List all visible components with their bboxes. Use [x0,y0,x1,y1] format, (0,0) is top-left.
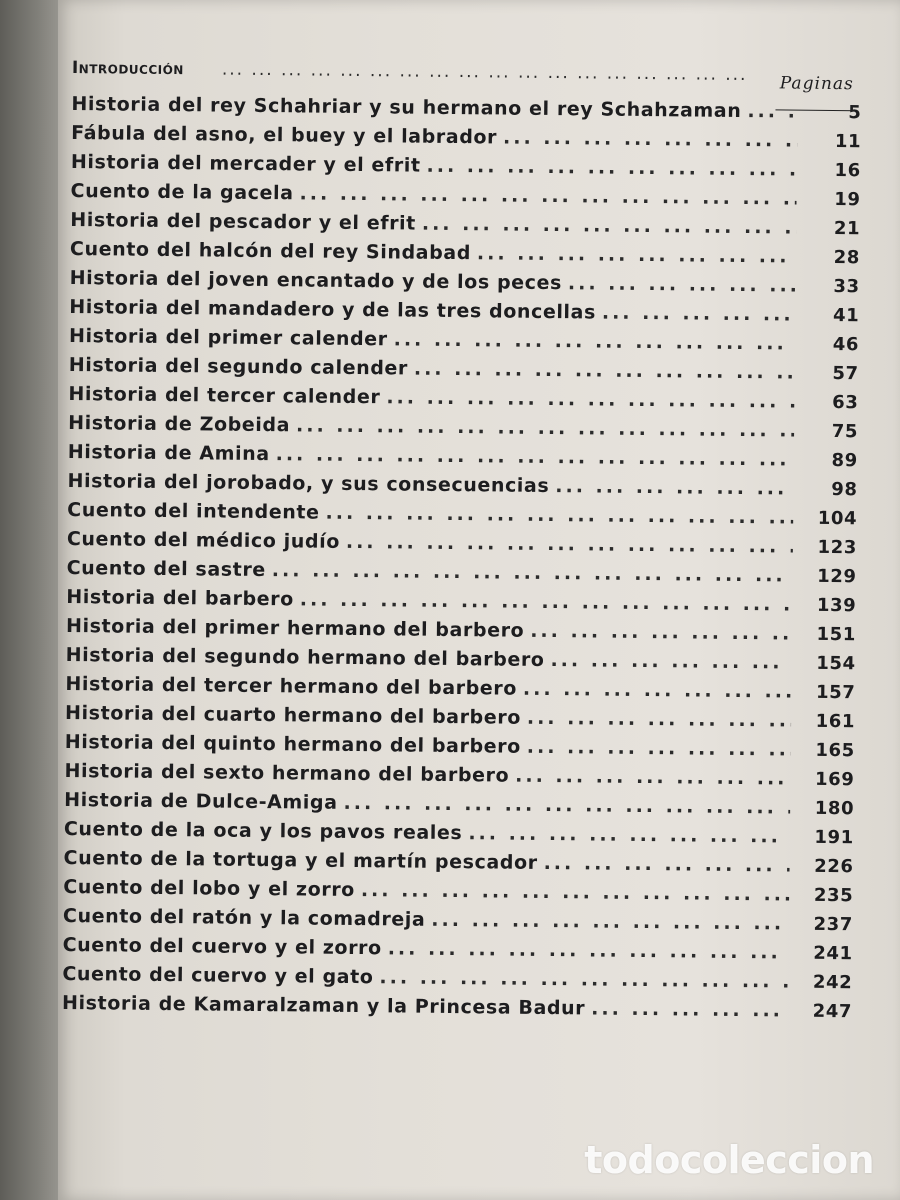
toc-entry-title: Historia del segundo calender [68,353,409,380]
toc-entry-leader-dots [379,963,788,996]
watermark-logo: todocoleccion [584,1138,874,1182]
toc-entry-leader-dots [468,819,790,851]
toc-entry-page-number: 226 [814,855,854,878]
toc-entry-page-number: 139 [816,594,857,617]
toc-entry-title: Cuento de la oca y los pavos reales [63,817,463,845]
toc-entry-leader-dots [527,733,791,765]
toc-entry-page-number: 154 [816,652,856,675]
toc-entry-title: Historia de Zobeida [68,411,291,437]
toc-entry-title: Historia del sexto hermano del barbero [64,759,510,787]
toc-entry-title: Historia del cuarto hermano del barbero [65,701,522,729]
toc-entry-title: Historia del primer calender [68,324,388,351]
toc-entry-page-number: 98 [831,478,858,501]
toc-entry-leader-dots [523,675,792,707]
toc-entry-page-number: 242 [812,971,853,994]
toc-entry-title: Cuento del cuervo y el zorro [62,933,382,960]
toc-entry-leader-dots [386,383,794,416]
toc-entry-page-number: 151 [816,623,857,646]
toc-entry-title: Historia del joven encantado y de los peces [69,266,563,295]
toc-entry-title: Historia de Kamaralzaman y la Princesa Badur [61,991,586,1020]
toc-entry-page-number: 41 [832,304,860,327]
pages-column-header: Paginas [779,73,854,95]
toc-entry-page-number: 180 [814,797,855,820]
toc-entry-title: Historia de Dulce-Amiga [64,788,338,814]
toc-entry-page-number: 157 [815,681,856,704]
toc-entry-leader-dots [747,97,797,127]
toc-entry-title: Historia del quinto hermano del barbero [64,730,521,758]
toc-entry-leader-dots [568,269,796,300]
toc-entry-page-number: 104 [817,507,858,530]
toc-entry-page-number: 165 [815,739,855,762]
toc-entry-title: Cuento del médico judío [66,527,341,553]
toc-entry-page-number: 19 [834,188,861,211]
toc-entry-page-number: 21 [833,217,861,240]
toc-entry-title: Historia del segundo hermano del barbero [65,643,545,671]
toc-entry-page-number: 169 [814,768,855,791]
toc-entry-leader-dots [414,355,795,388]
toc-entry-page-number: 235 [813,884,854,907]
toc-entry-page-number: 33 [833,275,860,298]
toc-entry-title: Historia del rey Schahriar y su hermano el rey Schahzaman [71,92,742,123]
toc-entry-title: Historia de Amina [67,440,270,466]
toc-entry-leader-dots [515,762,791,794]
toc-entry-leader-dots [550,646,791,678]
toc-entry-title: Historia del tercer calender [68,382,381,409]
toc-entry-title: Historia del barbero [66,585,294,611]
toc-entry-title: Historia del tercer hermano del barbero [65,672,518,700]
toc-entry-title: Cuento del sastre [66,556,266,582]
toc-entry-page-number: 123 [817,536,858,559]
toc-entry-page-number: 237 [813,913,854,936]
toc-entry-page-number: 5 [848,102,862,124]
toc-entry-leader-dots [530,617,792,649]
toc-entry-title: Cuento del lobo y el zorro [63,875,356,902]
toc-entry-leader-dots [591,994,788,1025]
toc-entry-title: Historia del mercader y el efrit [70,150,421,177]
toc-entry-page-number: 46 [832,333,860,356]
toc-entry-leader-dots [602,299,796,330]
toc-entry-title: Cuento del cuervo y el gato [62,962,374,989]
toc-entry-list [62,90,862,1026]
toc-entry-title: Cuento de la gacela [70,179,294,205]
toc-entry-title: Historia del jorobado, y sus consecuencias [67,469,550,498]
toc-entry-page-number: 191 [814,826,854,849]
toc-entry-title: Cuento del ratón y la comadreja [62,904,426,931]
toc-entry-leader-dots [543,849,789,881]
toc-entry-leader-dots [555,472,793,503]
toc-entry-leader-dots [346,528,793,562]
introduction-label: Introducción [71,57,185,80]
toc-entry-title: Cuento de la tortuga y el martín pescador [63,846,538,874]
toc-entry-page-number: 11 [834,130,862,153]
toc-entry-title: Cuento del intendente [67,498,320,524]
toc-entry-page-number: 129 [817,565,857,588]
toc-entry-leader-dots [343,789,790,823]
toc-entry-page-number: 247 [812,1000,853,1023]
toc-entry-leader-dots [426,152,797,185]
toc-entry-title: Historia del pescador y el efrit [70,208,417,235]
toc-entry-leader-dots [477,239,796,271]
toc-entry-title: Fábula del asno, el buey y el labrador [71,121,498,149]
toc-entry-leader-dots [422,210,797,243]
toc-entry-page-number: 57 [832,362,859,385]
toc-entry-page-number: 241 [813,942,853,965]
toc-entry-page-number: 16 [834,159,861,182]
toc-entry-leader-dots [388,934,789,967]
toc-entry-title: Historia del primer hermano del barbero [65,614,525,642]
toc-entry-leader-dots [503,124,797,156]
toc-entry-page-number: 28 [833,246,861,269]
toc-entry-page-number: 75 [831,420,859,443]
toc-entry-page-number: 89 [831,449,858,472]
introduction-leader-dots: ... ... ... ... ... ... ... ... ... ... ... ... ... ... ... ... ... ... [221,59,748,86]
toc-entry-leader-dots [527,704,791,736]
toc-entry-leader-dots [431,906,789,939]
toc-entry-leader-dots [394,325,796,358]
book-spine-shadow [0,0,62,1200]
toc-entry-page-number: 161 [815,710,856,733]
toc-entry-page-number: 63 [832,391,859,414]
table-of-contents [62,56,862,1026]
toc-entry-title: Historia del mandadero y de las tres doncellas [69,295,597,324]
toc-entry-leader-dots [361,876,790,909]
toc-entry-title: Cuento del halcón del rey Sindabad [69,237,472,265]
